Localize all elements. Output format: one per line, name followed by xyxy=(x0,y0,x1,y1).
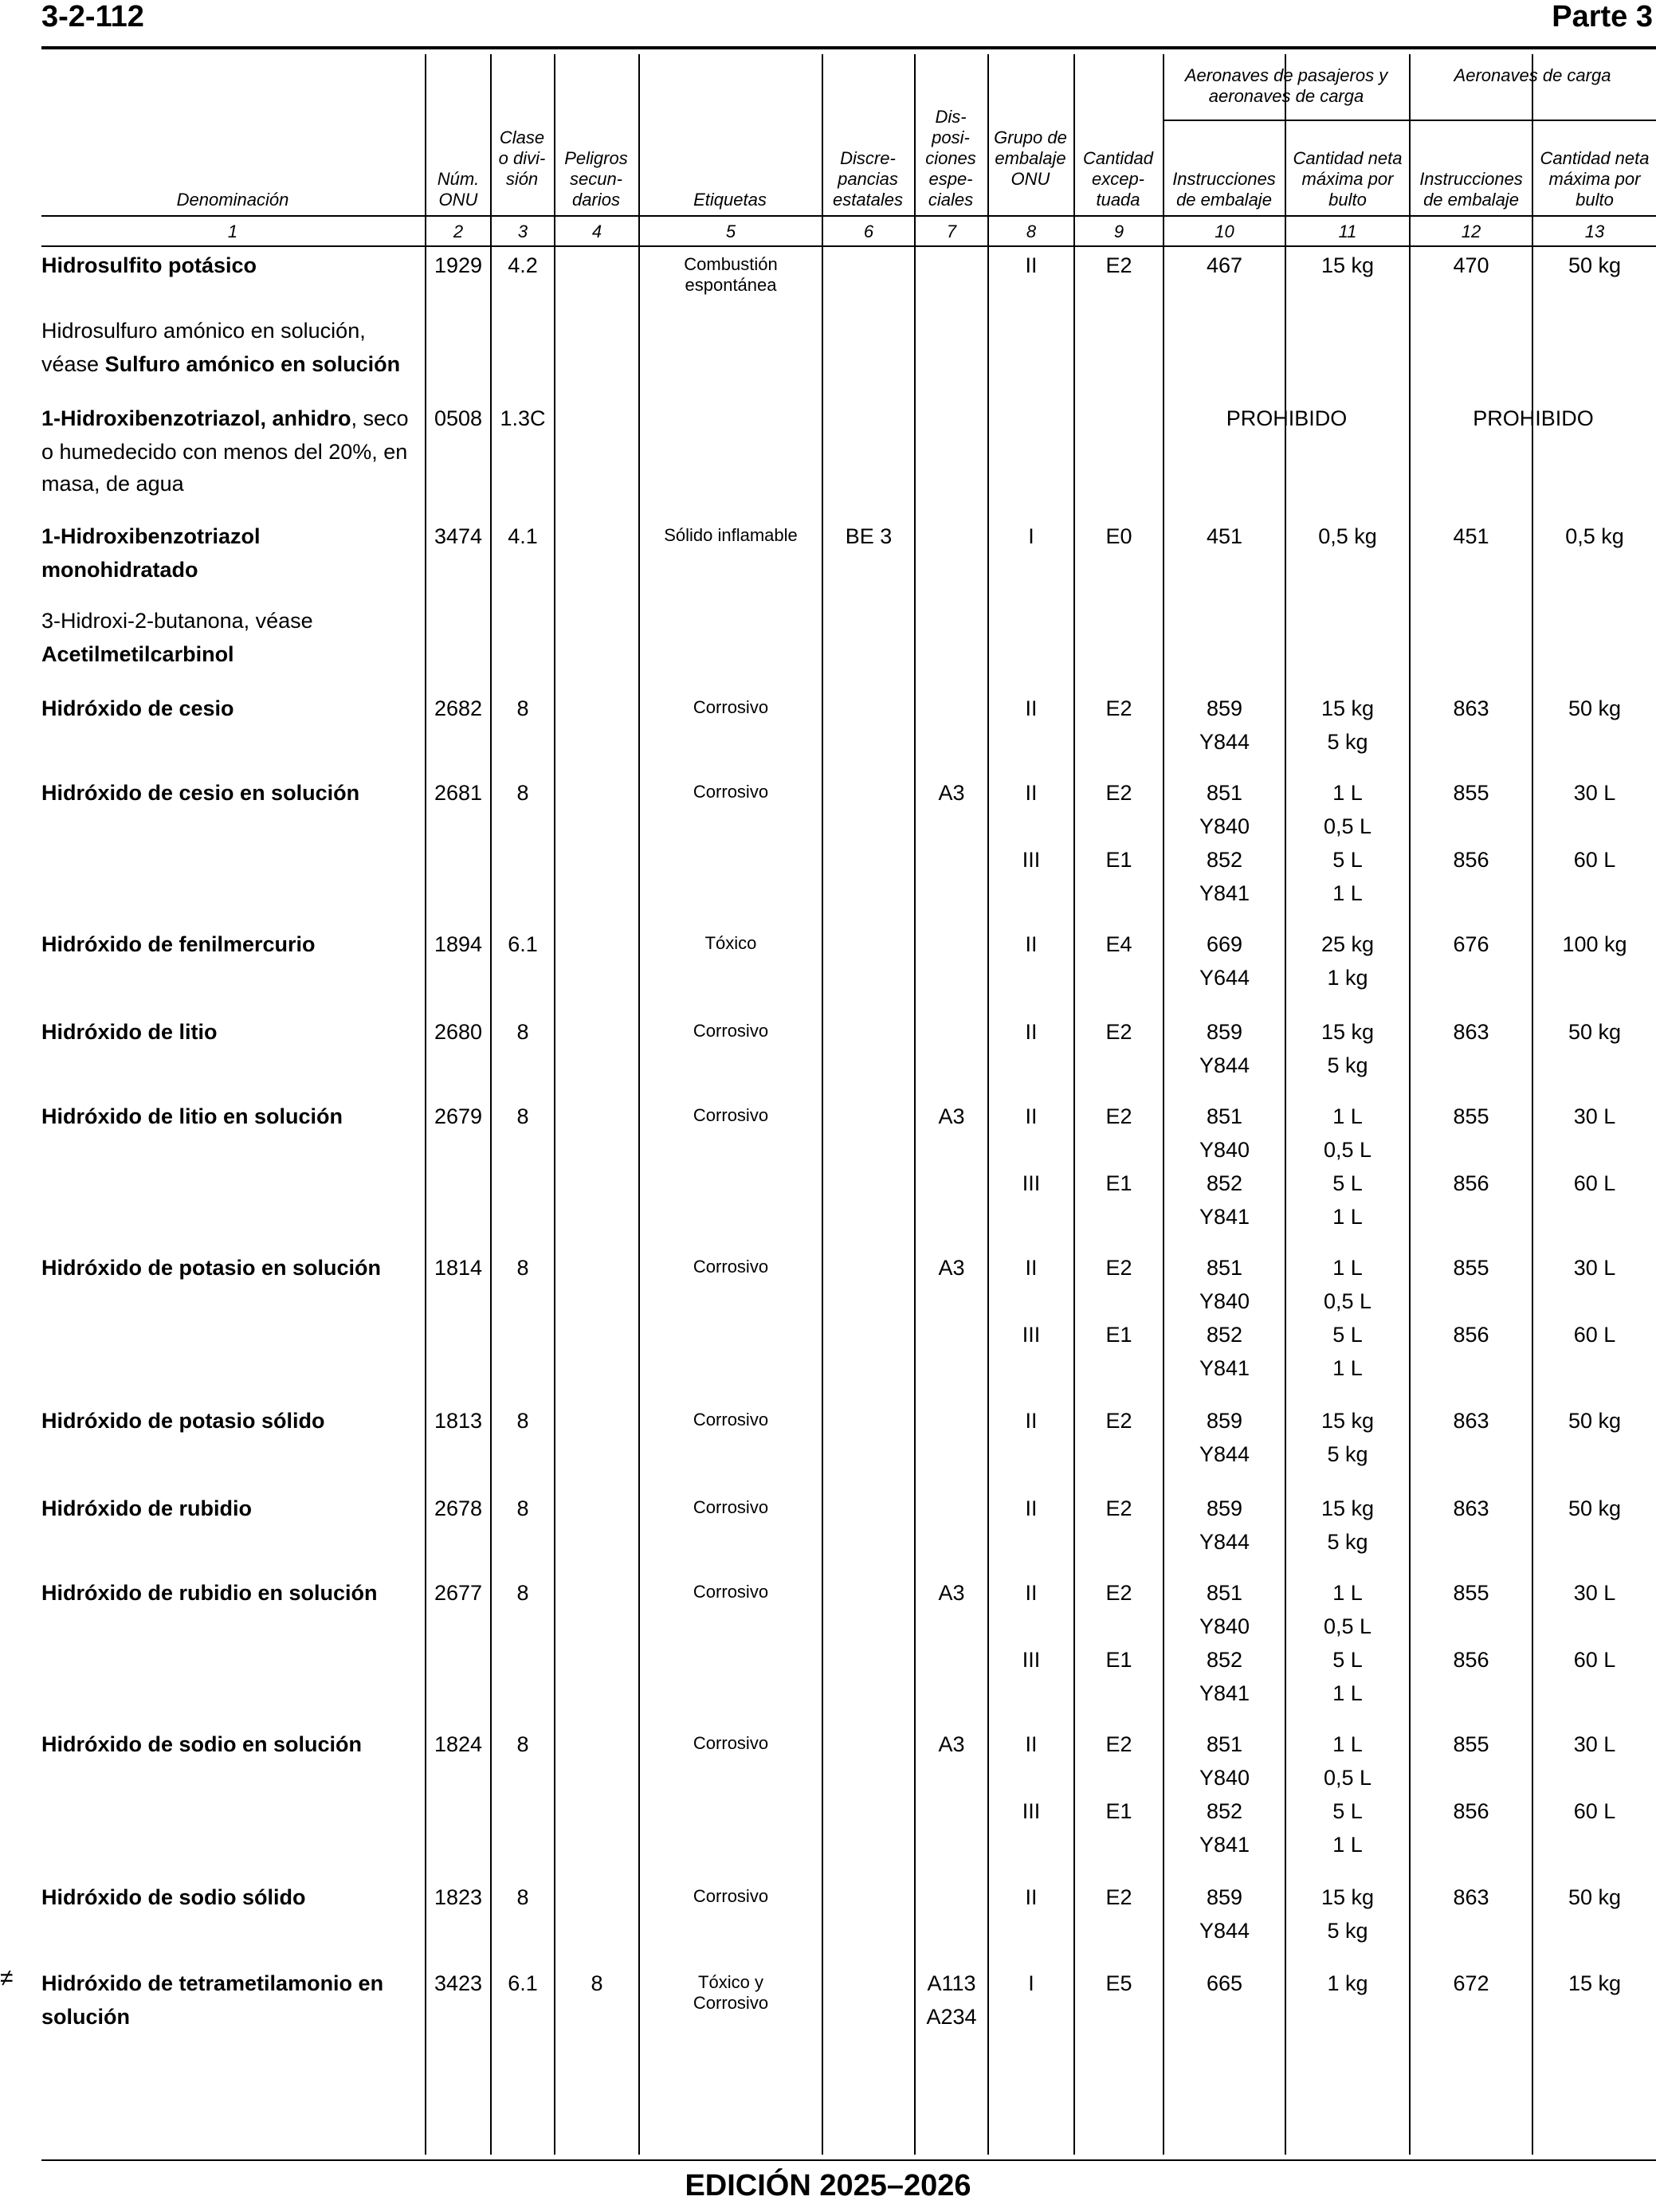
un-number: 2682 xyxy=(434,696,483,720)
un-number: 1814 xyxy=(434,1256,483,1280)
excepted-quantity: E5 xyxy=(1105,1971,1132,1995)
entry-name: Hidróxido de litio en solución xyxy=(41,1104,343,1128)
cargo-max-quantity: 50 kg xyxy=(1568,1409,1622,1433)
cargo-packing-instruction: 855 xyxy=(1453,1256,1489,1280)
pax-max-quantity: 5 L xyxy=(1332,1648,1363,1672)
special-provision: A3 xyxy=(938,781,965,805)
excepted-quantity: E4 xyxy=(1105,932,1132,956)
limited-max-quantity: 5 kg xyxy=(1327,1530,1368,1554)
pax-packing-instruction: 852 xyxy=(1206,1799,1243,1823)
cross-reference-line: Hidrosulfuro amónico en solución, xyxy=(41,319,366,343)
header-instrucciones-pax: Instrucciones de embalaje xyxy=(1172,169,1276,210)
pax-packing-instruction: 851 xyxy=(1206,781,1243,805)
cargo-max-quantity: 60 L xyxy=(1573,1171,1616,1195)
excepted-quantity: E2 xyxy=(1105,1256,1132,1280)
pax-forbidden: PROHIBIDO xyxy=(1226,406,1348,430)
header-rule xyxy=(41,215,1656,217)
special-provision: A234 xyxy=(926,2005,977,2029)
limited-packing-instruction: Y841 xyxy=(1199,1681,1250,1705)
packing-group: II xyxy=(1025,1732,1038,1756)
excepted-quantity: E2 xyxy=(1105,1409,1132,1433)
hazard-class: 8 xyxy=(516,1020,529,1044)
hazard-class: 8 xyxy=(516,696,529,720)
pax-max-quantity: 25 kg xyxy=(1320,932,1375,956)
hazard-label: Corrosivo xyxy=(693,1886,769,1906)
column-number: 5 xyxy=(725,222,736,241)
packing-group: II xyxy=(1025,1104,1038,1128)
limited-packing-instruction: Y844 xyxy=(1199,730,1250,754)
cargo-max-quantity: 30 L xyxy=(1573,1256,1616,1280)
excepted-quantity: E2 xyxy=(1105,253,1132,277)
pax-packing-instruction: 851 xyxy=(1206,1104,1243,1128)
un-number: 0508 xyxy=(434,406,483,430)
packing-group: III xyxy=(1022,1648,1041,1672)
header-etiquetas: Etiquetas xyxy=(693,190,767,210)
pax-packing-instruction: 451 xyxy=(1206,524,1243,548)
header-peligros: Peligros secun- darios xyxy=(564,148,628,210)
un-number: 2677 xyxy=(434,1581,483,1605)
entry-name: Hidrosulfito potásico xyxy=(41,253,257,277)
excepted-quantity: E0 xyxy=(1105,524,1132,548)
entry-name: Hidróxido de fenilmercurio xyxy=(41,932,316,956)
limited-max-quantity: 0,5 L xyxy=(1323,1138,1372,1162)
pax-max-quantity: 1 L xyxy=(1332,1256,1363,1280)
cargo-max-quantity: 60 L xyxy=(1573,1799,1616,1823)
cargo-packing-instruction: 676 xyxy=(1453,932,1489,956)
cargo-max-quantity: 50 kg xyxy=(1568,253,1622,277)
special-provision: A113 xyxy=(927,1971,976,1995)
cargo-packing-instruction: 855 xyxy=(1453,1104,1489,1128)
limited-max-quantity: 5 kg xyxy=(1327,1442,1368,1466)
excepted-quantity: E2 xyxy=(1105,1885,1132,1909)
limited-packing-instruction: Y844 xyxy=(1199,1919,1250,1943)
cargo-forbidden: PROHIBIDO xyxy=(1473,406,1594,430)
excepted-quantity: E1 xyxy=(1105,848,1132,872)
hazard-label: Sólido inflamable xyxy=(664,525,798,545)
limited-max-quantity: 5 kg xyxy=(1327,730,1368,754)
cargo-max-quantity: 60 L xyxy=(1573,848,1616,872)
pax-packing-instruction: 665 xyxy=(1206,1971,1243,1995)
pax-packing-instruction: 852 xyxy=(1206,1171,1243,1195)
packing-group: II xyxy=(1025,781,1038,805)
limited-max-quantity: 0,5 L xyxy=(1323,1289,1372,1313)
un-number: 1929 xyxy=(434,253,483,277)
cargo-packing-instruction: 470 xyxy=(1453,253,1489,277)
change-mark: ≠ xyxy=(0,1965,14,1991)
un-number: 3423 xyxy=(434,1971,483,1995)
packing-group: II xyxy=(1025,1885,1038,1909)
header-grupo-embalaje: Grupo de embalaje ONU xyxy=(994,127,1067,189)
pax-max-quantity: 15 kg xyxy=(1320,1409,1375,1433)
cargo-packing-instruction: 855 xyxy=(1453,1732,1489,1756)
limited-packing-instruction: Y844 xyxy=(1199,1442,1250,1466)
limited-max-quantity: 1 L xyxy=(1332,1833,1363,1857)
entry-name: Hidróxido de cesio en solución xyxy=(41,781,360,805)
column-number: 12 xyxy=(1461,222,1481,241)
hazard-class: 4.2 xyxy=(508,253,538,277)
limited-packing-instruction: Y840 xyxy=(1199,1138,1250,1162)
packing-group: I xyxy=(1028,1971,1034,1995)
cross-reference-target: Acetilmetilcarbinol xyxy=(41,642,234,666)
entry-name xyxy=(41,402,421,435)
header-clase: Clase o divi- sión xyxy=(498,127,546,189)
hazard-label: Corrosivo xyxy=(693,1257,769,1277)
cargo-packing-instruction: 855 xyxy=(1453,781,1489,805)
pax-packing-instruction: 467 xyxy=(1206,253,1243,277)
pax-packing-instruction: 859 xyxy=(1206,1496,1243,1520)
pax-max-quantity: 5 L xyxy=(1332,1799,1363,1823)
limited-max-quantity: 1 L xyxy=(1332,1356,1363,1380)
hazard-label: Corrosivo xyxy=(693,782,769,802)
pax-packing-instruction: 851 xyxy=(1206,1732,1243,1756)
column-number: 4 xyxy=(591,222,602,241)
cargo-max-quantity: 60 L xyxy=(1573,1323,1616,1347)
hazard-label: Corrosivo xyxy=(693,1021,769,1041)
packing-group: III xyxy=(1022,848,1041,872)
entry-name-bold: 1-Hidroxibenzotriazol, anhidro xyxy=(41,406,351,430)
cargo-max-quantity: 0,5 kg xyxy=(1565,524,1624,548)
hazard-label: Corrosivo xyxy=(693,1733,769,1753)
hazard-label: Tóxico xyxy=(704,933,757,953)
un-number: 2681 xyxy=(434,781,483,805)
hazard-class: 6.1 xyxy=(508,1971,538,1995)
excepted-quantity: E2 xyxy=(1105,781,1132,805)
hazard-class: 1.3C xyxy=(500,406,546,430)
hazard-class: 8 xyxy=(516,781,529,805)
cargo-packing-instruction: 856 xyxy=(1453,1648,1489,1672)
limited-max-quantity: 1 L xyxy=(1332,1681,1363,1705)
packing-group: II xyxy=(1025,696,1038,720)
packing-group: I xyxy=(1028,524,1034,548)
entry-name: Hidróxido de sodio sólido xyxy=(41,1885,306,1909)
limited-max-quantity: 1 L xyxy=(1332,1205,1363,1229)
column-number: 1 xyxy=(227,222,238,241)
packing-group: II xyxy=(1025,1409,1038,1433)
header-group-cargo: Aeronaves de carga xyxy=(1454,65,1611,85)
cargo-max-quantity: 30 L xyxy=(1573,1104,1616,1128)
subsidiary-hazard: 8 xyxy=(591,1971,603,1995)
column-divider xyxy=(822,54,823,2155)
excepted-quantity: E2 xyxy=(1105,1581,1132,1605)
cargo-max-quantity: 50 kg xyxy=(1568,696,1622,720)
pax-packing-instruction: 859 xyxy=(1206,696,1243,720)
limited-packing-instruction: Y841 xyxy=(1199,881,1250,905)
hazard-label: Corrosivo xyxy=(693,1497,769,1517)
cargo-packing-instruction: 856 xyxy=(1453,848,1489,872)
cargo-packing-instruction: 863 xyxy=(1453,1020,1489,1044)
pax-max-quantity: 5 L xyxy=(1332,848,1363,872)
hazard-label: Combustión espontánea xyxy=(684,254,778,295)
pax-packing-instruction: 851 xyxy=(1206,1581,1243,1605)
limited-max-quantity: 0,5 L xyxy=(1323,1614,1372,1638)
cargo-max-quantity: 50 kg xyxy=(1568,1885,1622,1909)
packing-group: II xyxy=(1025,253,1038,277)
cargo-packing-instruction: 863 xyxy=(1453,696,1489,720)
hazard-class: 8 xyxy=(516,1104,529,1128)
hazard-class: 8 xyxy=(516,1732,529,1756)
limited-max-quantity: 1 kg xyxy=(1327,966,1368,990)
cross-reference-target: Sulfuro amónico en solución xyxy=(104,352,401,376)
pax-max-quantity: 15 kg xyxy=(1320,253,1375,277)
packing-group: II xyxy=(1025,1020,1038,1044)
column-number: 3 xyxy=(517,222,528,241)
special-provision: A3 xyxy=(938,1732,965,1756)
pax-packing-instruction: 859 xyxy=(1206,1020,1243,1044)
pax-max-quantity: 1 L xyxy=(1332,1104,1363,1128)
limited-packing-instruction: Y844 xyxy=(1199,1530,1250,1554)
hazard-label: Corrosivo xyxy=(693,697,769,717)
header-disposiciones: Dis- posi- ciones espe- ciales xyxy=(925,107,976,210)
pax-max-quantity: 0,5 kg xyxy=(1318,524,1377,548)
hazard-class: 6.1 xyxy=(508,932,538,956)
excepted-quantity: E1 xyxy=(1105,1799,1132,1823)
pax-max-quantity: 15 kg xyxy=(1320,696,1375,720)
part-label: Parte 3 xyxy=(1552,0,1653,33)
column-number: 9 xyxy=(1113,222,1124,241)
entry-name-line: o humedecido con menos del 20%, en xyxy=(41,440,408,464)
pax-max-quantity: 1 L xyxy=(1332,781,1363,805)
header-cantidad-exceptuada: Cantidad excep- tuada xyxy=(1082,148,1154,210)
hazard-class: 4.1 xyxy=(508,524,538,548)
excepted-quantity: E2 xyxy=(1105,1496,1132,1520)
cargo-max-quantity: 30 L xyxy=(1573,781,1616,805)
packing-group: II xyxy=(1025,932,1038,956)
excepted-quantity: E2 xyxy=(1105,1732,1132,1756)
hazard-class: 8 xyxy=(516,1885,529,1909)
column-divider xyxy=(554,54,555,2155)
pax-max-quantity: 15 kg xyxy=(1320,1885,1375,1909)
column-number: 2 xyxy=(453,222,464,241)
un-number: 1823 xyxy=(434,1885,483,1909)
entry-name-rest: , seco xyxy=(351,406,409,430)
limited-packing-instruction: Y840 xyxy=(1199,1614,1250,1638)
cargo-max-quantity: 30 L xyxy=(1573,1581,1616,1605)
entry-name-line: monohidratado xyxy=(41,558,198,582)
hazard-label: Corrosivo xyxy=(693,1410,769,1430)
entry-name: Hidróxido de litio xyxy=(41,1020,218,1044)
excepted-quantity: E1 xyxy=(1105,1171,1132,1195)
bottom-rule xyxy=(41,2159,1656,2161)
packing-group: II xyxy=(1025,1496,1038,1520)
limited-packing-instruction: Y841 xyxy=(1199,1205,1250,1229)
pax-packing-instruction: 852 xyxy=(1206,1648,1243,1672)
cargo-max-quantity: 30 L xyxy=(1573,1732,1616,1756)
group-header-rule xyxy=(1163,120,1656,121)
un-number: 1813 xyxy=(434,1409,483,1433)
limited-max-quantity: 0,5 L xyxy=(1323,814,1372,838)
column-number: 8 xyxy=(1026,222,1037,241)
header-instrucciones-cargo: Instrucciones de embalaje xyxy=(1419,169,1523,210)
state-variation: BE 3 xyxy=(845,524,893,548)
cargo-packing-instruction: 863 xyxy=(1453,1496,1489,1520)
column-number: 7 xyxy=(946,222,957,241)
pax-max-quantity: 5 L xyxy=(1332,1323,1363,1347)
column-number-rule xyxy=(41,245,1656,247)
limited-packing-instruction: Y644 xyxy=(1199,966,1250,990)
pax-max-quantity: 1 L xyxy=(1332,1732,1363,1756)
pax-packing-instruction: 851 xyxy=(1206,1256,1243,1280)
header-denominacion: Denominación xyxy=(176,190,289,210)
un-number: 2679 xyxy=(434,1104,483,1128)
entry-name: Hidróxido de potasio sólido xyxy=(41,1409,325,1433)
header-cantidad-neta-pax: Cantidad neta máxima por bulto xyxy=(1293,148,1403,210)
edition-footer: EDICIÓN 2025–2026 xyxy=(685,2169,971,2202)
entry-name-line: masa, de agua xyxy=(41,472,184,496)
hazard-label: Tóxico y Corrosivo xyxy=(693,1972,769,2013)
un-number: 1824 xyxy=(434,1732,483,1756)
un-number: 3474 xyxy=(434,524,483,548)
un-number: 1894 xyxy=(434,932,483,956)
special-provision: A3 xyxy=(938,1104,965,1128)
header-discrepancias: Discre- pancias estatales xyxy=(832,148,904,210)
limited-max-quantity: 1 L xyxy=(1332,881,1363,905)
limited-packing-instruction: Y841 xyxy=(1199,1356,1250,1380)
hazard-class: 8 xyxy=(516,1581,529,1605)
cargo-packing-instruction: 863 xyxy=(1453,1885,1489,1909)
pax-packing-instruction: 669 xyxy=(1206,932,1243,956)
entry-name: Hidróxido de rubidio en solución xyxy=(41,1581,378,1605)
limited-packing-instruction: Y840 xyxy=(1199,1766,1250,1790)
cargo-max-quantity: 50 kg xyxy=(1568,1020,1622,1044)
cargo-packing-instruction: 856 xyxy=(1453,1799,1489,1823)
entry-name-line: solución xyxy=(41,2005,131,2029)
hazard-label: Corrosivo xyxy=(693,1105,769,1125)
special-provision: A3 xyxy=(938,1256,965,1280)
cross-reference xyxy=(41,347,421,381)
cargo-packing-instruction: 672 xyxy=(1453,1971,1489,1995)
column-divider xyxy=(638,54,640,2155)
entry-name: 1-Hidroxibenzotriazol xyxy=(41,524,261,548)
excepted-quantity: E1 xyxy=(1105,1648,1132,1672)
cargo-packing-instruction: 856 xyxy=(1453,1171,1489,1195)
entry-name: Hidróxido de tetrametilamonio en xyxy=(41,1971,384,1995)
pax-max-quantity: 1 L xyxy=(1332,1581,1363,1605)
pax-packing-instruction: 859 xyxy=(1206,1409,1243,1433)
column-number: 13 xyxy=(1584,222,1605,241)
excepted-quantity: E1 xyxy=(1105,1323,1132,1347)
cargo-packing-instruction: 856 xyxy=(1453,1323,1489,1347)
cargo-max-quantity: 100 kg xyxy=(1562,932,1627,956)
packing-group: III xyxy=(1022,1323,1041,1347)
column-number: 10 xyxy=(1215,222,1234,241)
limited-max-quantity: 5 kg xyxy=(1327,1919,1368,1943)
excepted-quantity: E2 xyxy=(1105,1020,1132,1044)
cargo-packing-instruction: 451 xyxy=(1453,524,1489,548)
pax-max-quantity: 15 kg xyxy=(1320,1020,1375,1044)
entry-name: Hidróxido de potasio en solución xyxy=(41,1256,382,1280)
packing-group: III xyxy=(1022,1799,1041,1823)
top-rule xyxy=(41,46,1656,49)
header-group-pax: Aeronaves de pasajeros y aeronaves de carga xyxy=(1184,65,1388,106)
limited-packing-instruction: Y840 xyxy=(1199,814,1250,838)
limited-packing-instruction: Y841 xyxy=(1199,1833,1250,1857)
special-provision: A3 xyxy=(938,1581,965,1605)
cross-reference-prefix: véase xyxy=(41,352,105,376)
un-number: 2678 xyxy=(434,1496,483,1520)
packing-group: II xyxy=(1025,1256,1038,1280)
pax-packing-instruction: 859 xyxy=(1206,1885,1243,1909)
limited-packing-instruction: Y844 xyxy=(1199,1053,1250,1077)
pax-max-quantity: 15 kg xyxy=(1320,1496,1375,1520)
header-num-onu: Núm. ONU xyxy=(437,169,480,210)
entry-name: Hidróxido de rubidio xyxy=(41,1496,252,1520)
cargo-packing-instruction: 855 xyxy=(1453,1581,1489,1605)
page-number: 3-2-112 xyxy=(41,0,144,33)
excepted-quantity: E2 xyxy=(1105,696,1132,720)
hazard-class: 8 xyxy=(516,1409,529,1433)
column-number: 6 xyxy=(863,222,874,241)
pax-max-quantity: 5 L xyxy=(1332,1171,1363,1195)
limited-packing-instruction: Y840 xyxy=(1199,1289,1250,1313)
pax-packing-instruction: 852 xyxy=(1206,1323,1243,1347)
hazard-class: 8 xyxy=(516,1496,529,1520)
entry-name: Hidróxido de sodio en solución xyxy=(41,1732,363,1756)
pax-packing-instruction: 852 xyxy=(1206,848,1243,872)
cargo-packing-instruction: 863 xyxy=(1453,1409,1489,1433)
cross-reference-line: 3-Hidroxi-2-butanona, véase xyxy=(41,609,313,633)
column-number: 11 xyxy=(1338,222,1357,241)
hazard-class: 8 xyxy=(516,1256,529,1280)
hazard-label: Corrosivo xyxy=(693,1582,769,1602)
packing-group: II xyxy=(1025,1581,1038,1605)
cargo-max-quantity: 15 kg xyxy=(1568,1971,1622,1995)
cargo-max-quantity: 50 kg xyxy=(1568,1496,1622,1520)
un-number: 2680 xyxy=(434,1020,483,1044)
limited-max-quantity: 5 kg xyxy=(1327,1053,1368,1077)
packing-group: III xyxy=(1022,1171,1041,1195)
pax-max-quantity: 1 kg xyxy=(1327,1971,1368,1995)
limited-max-quantity: 0,5 L xyxy=(1323,1766,1372,1790)
header-cantidad-neta-cargo: Cantidad neta máxima por bulto xyxy=(1540,148,1650,210)
cargo-max-quantity: 60 L xyxy=(1573,1648,1616,1672)
excepted-quantity: E2 xyxy=(1105,1104,1132,1128)
entry-name: Hidróxido de cesio xyxy=(41,696,234,720)
